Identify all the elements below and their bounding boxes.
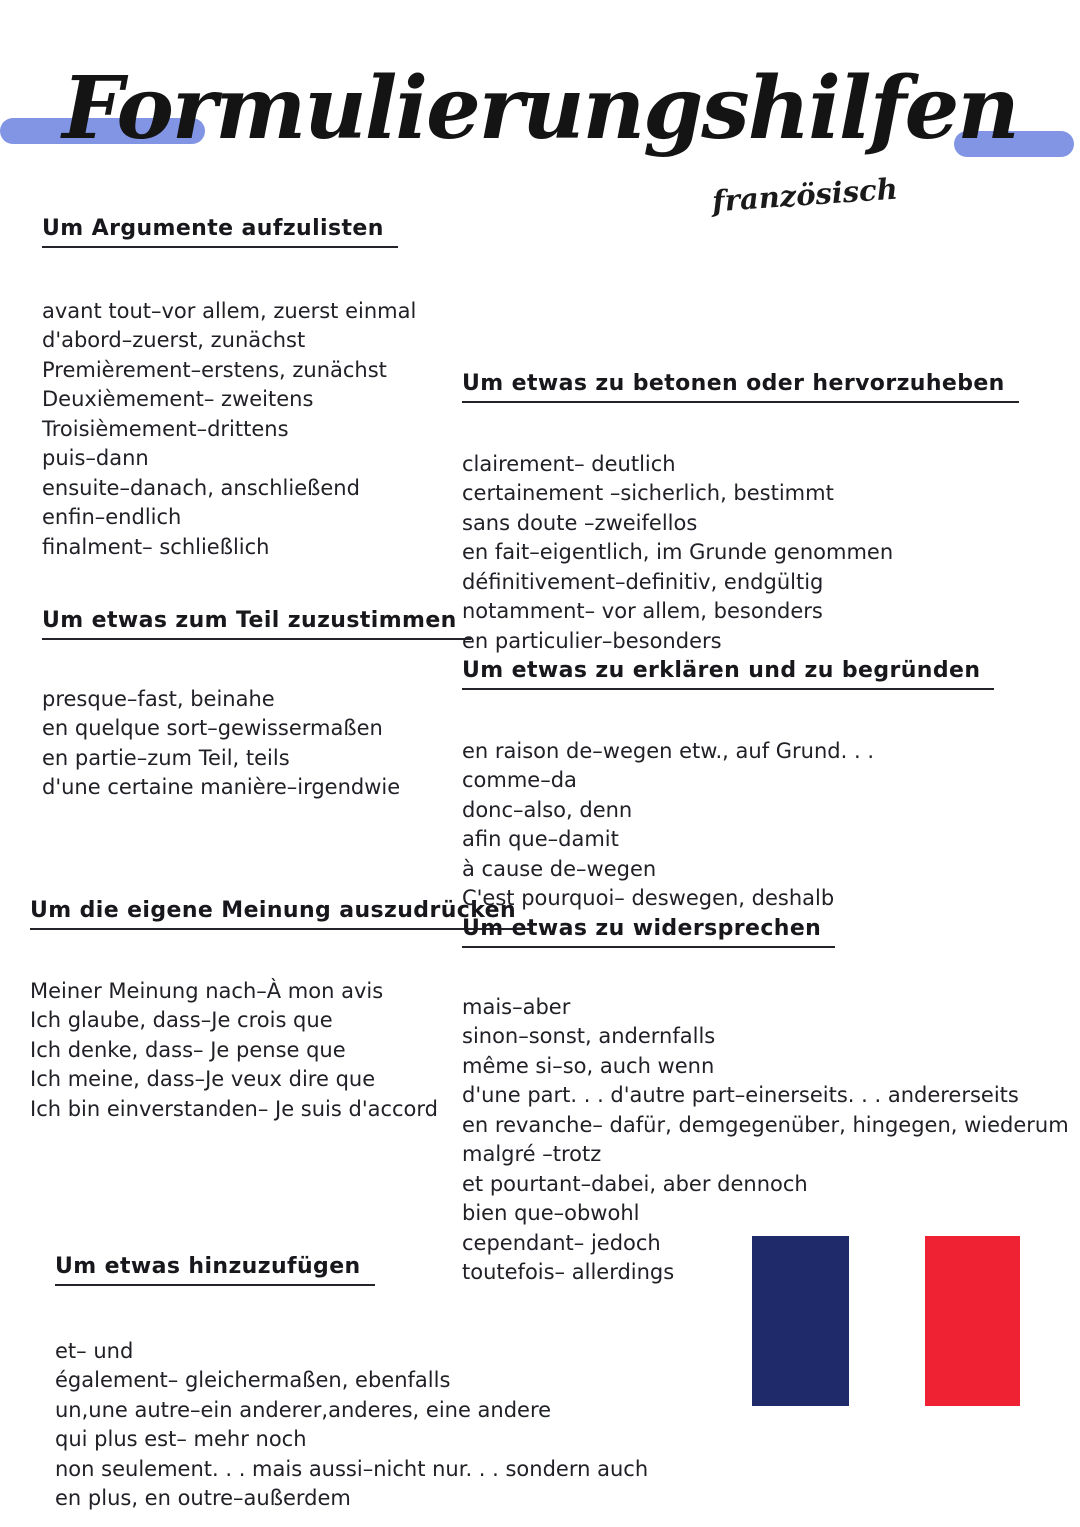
phrase-line: à cause de–wegen — [462, 856, 657, 881]
phrase-line: et– und — [55, 1338, 134, 1363]
flag-white-stripe — [849, 1236, 925, 1406]
section-heading: Um Argumente aufzulisten — [42, 216, 398, 248]
phrase-line: même si–so, auch wenn — [462, 1053, 715, 1078]
phrase-line: d'une certaine manière–irgendwie — [42, 775, 401, 799]
phrase-line: un,une autre–ein anderer,anderes, eine andere — [55, 1397, 552, 1422]
phrase-line: en quelque sort–gewissermaßen — [42, 716, 383, 740]
section-heading: Um etwas hinzuzufügen — [55, 1254, 375, 1286]
section-heading: Um etwas zu widersprechen — [462, 916, 835, 948]
phrase-list — [42, 297, 416, 563]
phrase-line: Troisièmement–drittens — [42, 416, 289, 441]
phrase-line: Premièrement–erstens, zunächst — [42, 357, 387, 382]
phrase-line: mais–aber — [462, 994, 571, 1019]
phrase-list — [42, 685, 471, 803]
section-list-arguments — [42, 198, 416, 562]
phrase-line: comme–da — [462, 768, 577, 792]
phrase-line: finalment– schließlich — [42, 534, 270, 559]
phrase-list — [462, 737, 994, 914]
phrase-line: également– gleichermaßen, ebenfalls — [55, 1368, 451, 1392]
section-heading: Um die eigene Meinung auszudrücken — [30, 898, 530, 930]
phrase-line: en revanche– dafür, demgegenüber, hingegen, wiederum — [462, 1112, 1069, 1137]
phrase-line: en fait–eigentlich, im Grunde genommen — [462, 540, 894, 564]
phrase-line: Meiner Meinung nach–À mon avis — [30, 978, 384, 1003]
section-explain-justify — [462, 640, 994, 914]
phrase-line: puis–dann — [42, 446, 149, 470]
phrase-line: Ich meine, dass–Je veux dire que — [30, 1067, 376, 1091]
phrase-line: enfin–endlich — [42, 505, 182, 529]
phrase-line: notamment– vor allem, besonders — [462, 599, 823, 623]
phrase-line: donc–also, denn — [462, 797, 633, 822]
phrase-line: d'abord–zuerst, zunächst — [42, 328, 306, 352]
phrase-line: Ich glaube, dass–Je crois que — [30, 1008, 333, 1032]
flag-red-stripe — [925, 1236, 1020, 1406]
accent-bar-left — [0, 118, 205, 144]
phrase-list — [55, 1337, 648, 1514]
phrase-list — [30, 977, 530, 1125]
section-partial-agreement — [42, 590, 471, 803]
phrase-line: toutefois– allerdings — [462, 1260, 675, 1284]
french-flag — [752, 1236, 1020, 1406]
section-own-opinion — [30, 880, 530, 1124]
phrase-line: Ich denke, dass– Je pense que — [30, 1037, 346, 1062]
section-heading: Um etwas zu betonen oder hervorzuheben — [462, 371, 1019, 403]
section-heading: Um etwas zum Teil zuzustimmen — [42, 608, 471, 640]
page-subtitle: französisch — [711, 171, 899, 219]
phrase-line: afin que–damit — [462, 827, 619, 851]
section-heading: Um etwas zu erklären und zu begründen — [462, 658, 994, 690]
phrase-line: presque–fast, beinahe — [42, 686, 275, 711]
phrase-line: et pourtant–dabei, aber dennoch — [462, 1171, 808, 1196]
flag-blue-stripe — [752, 1236, 849, 1406]
phrase-line: Deuxièmement– zweitens — [42, 387, 314, 411]
phrase-line: C'est pourquoi– deswegen, deshalb — [462, 886, 835, 910]
phrase-line: définitivement–definitiv, endgültig — [462, 569, 824, 594]
phrase-line: ensuite–danach, anschließend — [42, 475, 360, 500]
phrase-line: certainement –sicherlich, bestimmt — [462, 481, 834, 505]
phrase-line: en plus, en outre–außerdem — [55, 1486, 351, 1510]
phrase-line: avant tout–vor allem, zuerst einmal — [42, 298, 417, 323]
section-contradict — [462, 898, 1069, 1288]
phrase-line: cependant– jedoch — [462, 1230, 661, 1255]
phrase-line: sans doute –zweifellos — [462, 510, 698, 535]
phrase-line: en particulier–besonders — [462, 628, 722, 653]
phrase-line: qui plus est– mehr noch — [55, 1427, 307, 1451]
section-emphasize — [462, 353, 1019, 656]
phrase-line: non seulement. . . mais aussi–nicht nur. . . sondern auch — [55, 1456, 649, 1481]
phrase-line: malgré –trotz — [462, 1142, 602, 1166]
phrase-line: d'une part. . . d'autre part–einerseits. . . andererseits — [462, 1083, 1019, 1107]
phrase-line: Ich bin einverstanden– Je suis d'accord — [30, 1096, 439, 1121]
phrase-line: en partie–zum Teil, teils — [42, 745, 290, 770]
page-title: Formulierungshilfen — [62, 58, 1018, 159]
phrase-line: clairement– deutlich — [462, 451, 676, 476]
phrase-line: sinon–sonst, andernfalls — [462, 1024, 716, 1048]
accent-bar-right — [954, 131, 1074, 157]
phrase-line: bien que–obwohl — [462, 1201, 640, 1225]
phrase-line: en raison de–wegen etw., auf Grund. . . — [462, 738, 875, 763]
phrase-list — [462, 450, 1019, 657]
